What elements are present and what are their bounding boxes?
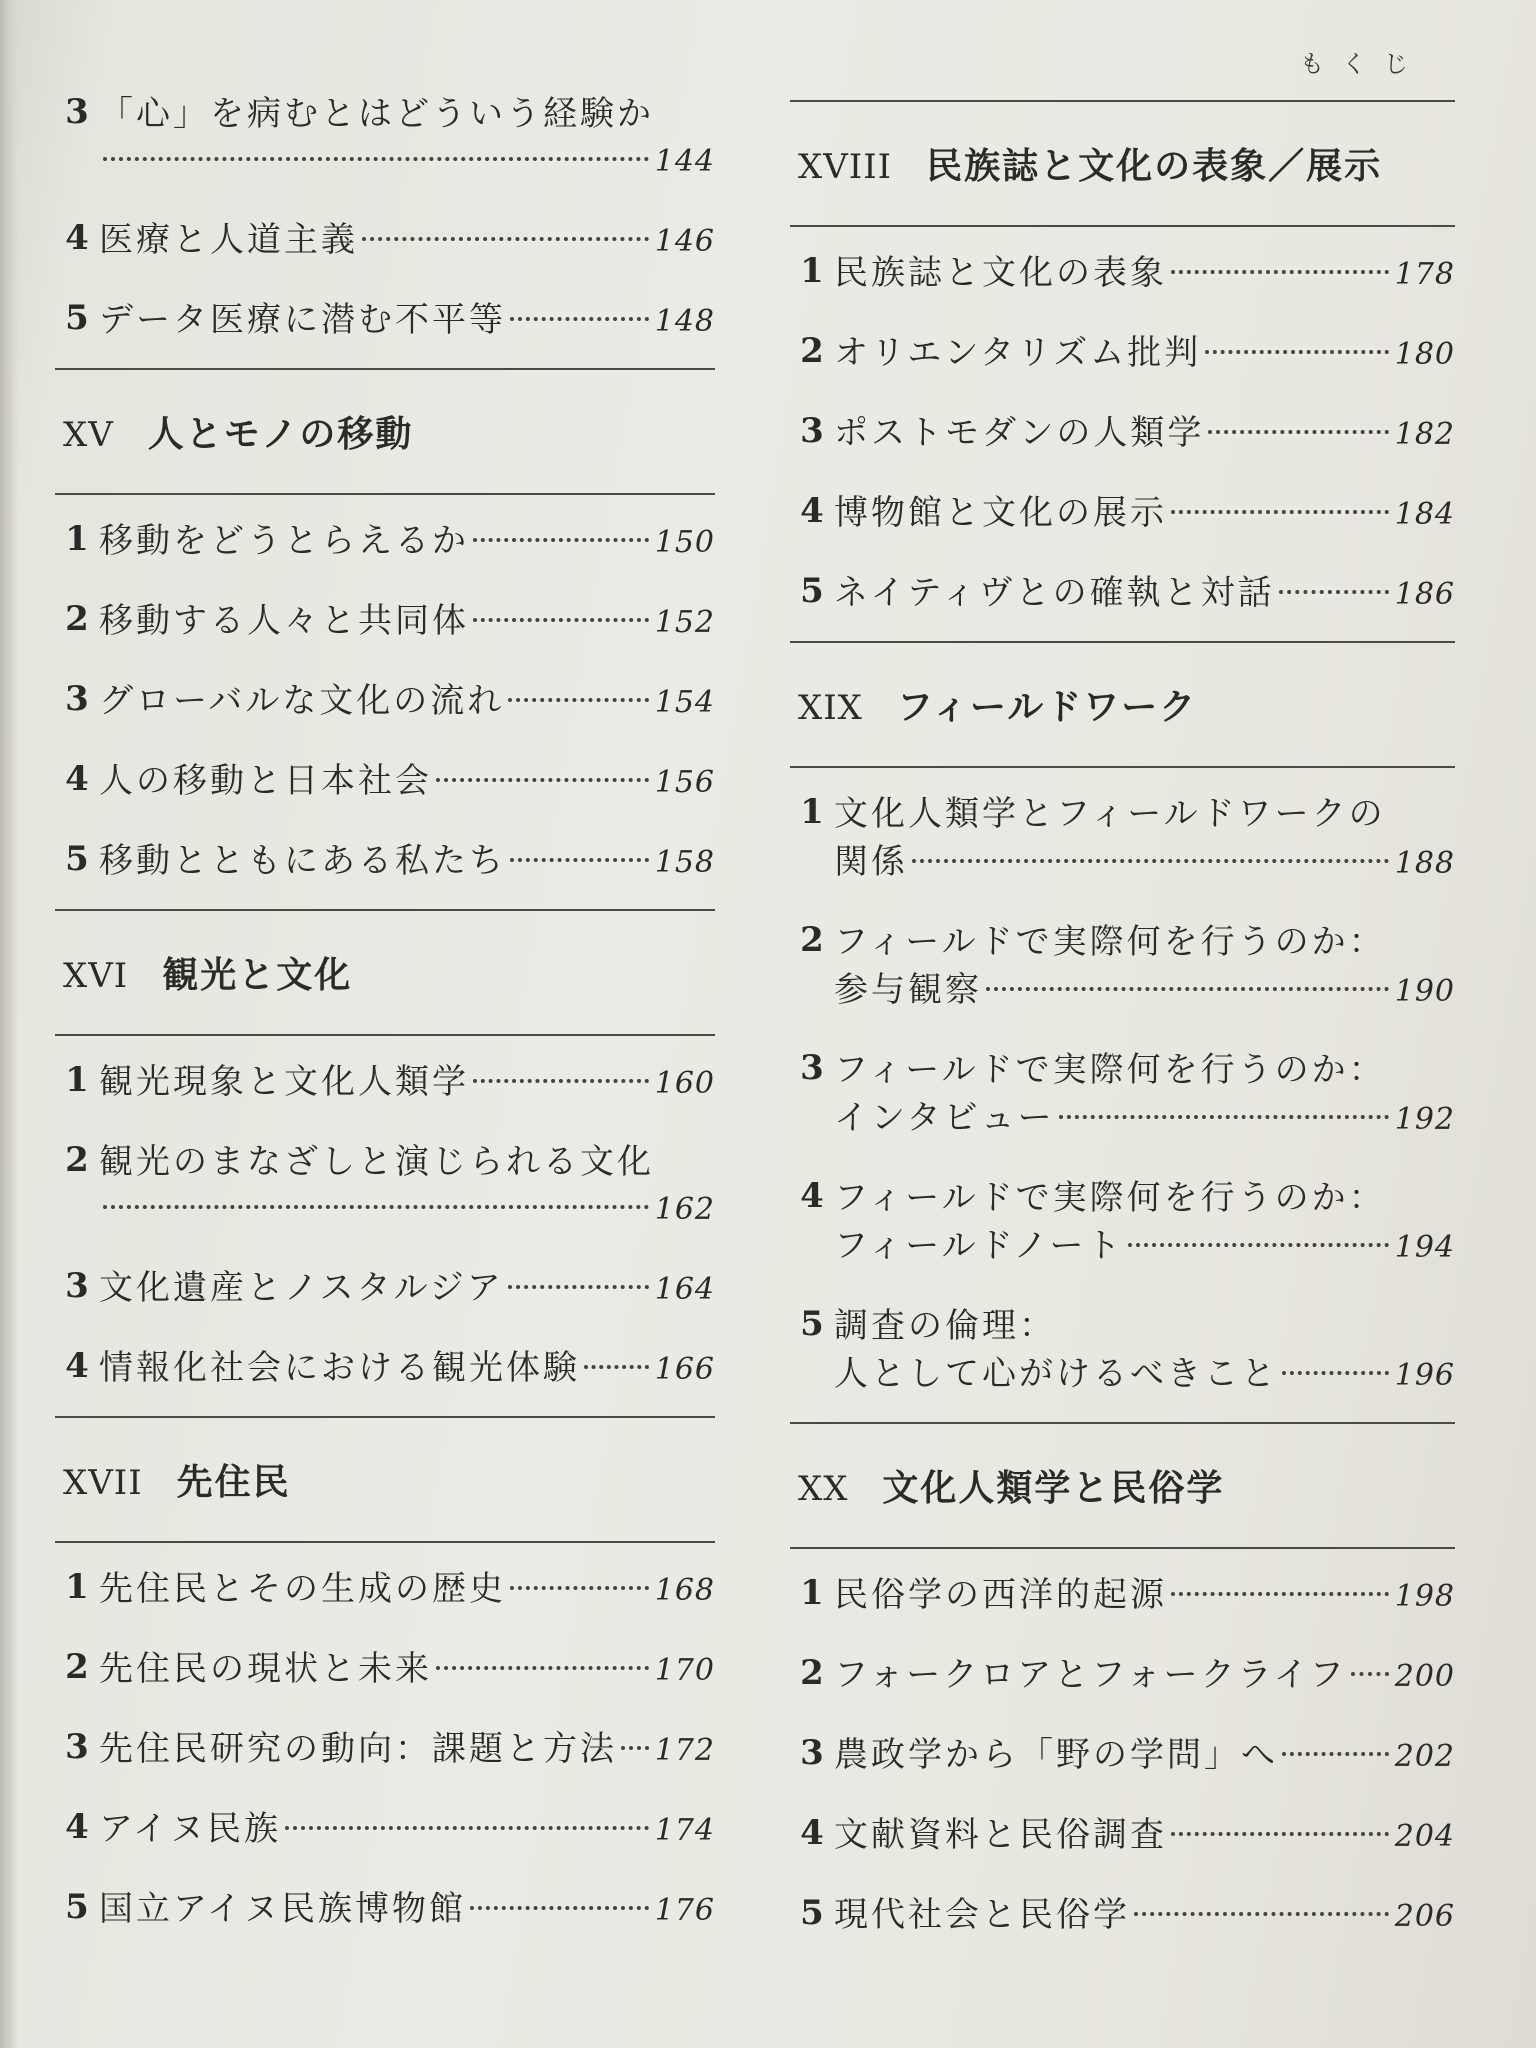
toc-entry[interactable] (55, 1058, 715, 1108)
part-heading[interactable] (55, 911, 715, 1034)
page-number: 184 (1394, 497, 1455, 532)
entry-title: データ医療に潜む不平等 (99, 300, 506, 340)
toc-entry[interactable] (790, 409, 1455, 459)
entry-title: ネイティヴとの確執と対話 (834, 573, 1275, 613)
entry-number: 3 (65, 92, 89, 132)
entry-title-line: 文化人類学とフィールドワークの (834, 794, 1386, 834)
part-numeral: XVII (63, 1463, 143, 1503)
dot-leader (1134, 1912, 1389, 1916)
dot-leader (1282, 1371, 1389, 1375)
entry-title: 民族誌と文化の表象 (834, 253, 1167, 293)
toc-entry[interactable] (55, 1344, 715, 1394)
entry-body (99, 517, 715, 567)
page-number: 152 (654, 605, 715, 640)
entry-leader-line (834, 249, 1455, 299)
entry-leader-line (834, 966, 1455, 1016)
toc-entry[interactable] (55, 1264, 715, 1314)
entry-number: 4 (65, 218, 89, 258)
entry-number: 1 (65, 1567, 89, 1607)
entry-number: 1 (65, 519, 89, 559)
toc-entry[interactable] (790, 249, 1455, 299)
dot-leader (986, 987, 1389, 991)
page-number: 206 (1394, 1899, 1455, 1934)
part-numeral: XVIII (798, 147, 893, 187)
entry-body (834, 249, 1455, 299)
toc-entry[interactable] (790, 1174, 1455, 1272)
entry-title: 先住民研究の動向：課題と方法 (99, 1729, 617, 1769)
entry-leader-line (834, 409, 1455, 459)
toc-entry[interactable] (55, 1885, 715, 1935)
entry-number: 2 (65, 1647, 89, 1687)
entry-list (790, 227, 1455, 641)
toc-entry[interactable] (790, 569, 1455, 619)
toc-entry[interactable] (55, 517, 715, 567)
page-number: 166 (654, 1352, 715, 1387)
entry-list (55, 1036, 715, 1416)
entry-leader-line (99, 216, 715, 266)
left-column (55, 90, 715, 1957)
page-number: 200 (1394, 1659, 1455, 1694)
entry-number: 5 (65, 839, 89, 879)
spine-edge (0, 0, 18, 2048)
page-number: 204 (1394, 1819, 1455, 1854)
toc-part (55, 368, 715, 909)
toc-entry[interactable] (790, 1731, 1455, 1781)
continued-entry-list (55, 90, 715, 368)
toc-entry[interactable] (55, 1565, 715, 1615)
toc-entry[interactable] (55, 677, 715, 727)
entry-body (834, 918, 1455, 1016)
part-numeral: XVI (63, 956, 129, 996)
entry-leader-line (834, 329, 1455, 379)
dot-leader (103, 1205, 649, 1209)
entry-number: 5 (800, 1893, 824, 1933)
toc-entry[interactable] (55, 597, 715, 647)
dot-leader (1279, 590, 1389, 594)
part-title: 人とモノの移動 (147, 414, 414, 455)
part-heading[interactable] (55, 1418, 715, 1541)
entry-leader-line (99, 1645, 715, 1695)
part-numeral: XV (63, 415, 114, 455)
entry-title: 移動する人々と共同体 (99, 601, 469, 641)
entry-leader-line (834, 569, 1455, 619)
entry-title-line: フィールドで実際何を行うのか： (834, 1178, 1386, 1218)
entry-title: 文献資料と民俗調査 (834, 1815, 1167, 1855)
entry-leader-line (834, 1731, 1455, 1781)
toc-entry[interactable] (790, 1046, 1455, 1144)
page-number: 144 (654, 144, 715, 179)
toc-entry[interactable] (55, 90, 715, 186)
entry-body (99, 1645, 715, 1695)
toc-entry[interactable] (790, 329, 1455, 379)
entry-number: 5 (800, 1304, 824, 1344)
entry-body (99, 1344, 715, 1394)
entry-title: 医療と人道主義 (99, 220, 358, 260)
entry-leader-line (99, 757, 715, 807)
page-number: 164 (654, 1272, 715, 1307)
entry-body (834, 1731, 1455, 1781)
page-number: 156 (654, 765, 715, 800)
toc-entry[interactable] (790, 790, 1455, 888)
entry-title: 農政学から「野の学問」へ (834, 1735, 1278, 1775)
entry-leader-line (99, 1565, 715, 1615)
toc-part (55, 1416, 715, 1957)
dot-leader (285, 1826, 649, 1830)
toc-entry[interactable] (55, 216, 715, 266)
entry-leader-line (99, 1805, 715, 1855)
page-number: 160 (654, 1066, 715, 1101)
entry-number: 2 (800, 1653, 824, 1693)
entry-body (834, 1302, 1455, 1400)
entry-body (99, 1805, 715, 1855)
toc-entry[interactable] (55, 1725, 715, 1775)
toc-entry[interactable] (790, 1811, 1455, 1861)
entry-title: ポストモダンの人類学 (834, 413, 1205, 453)
entry-leader-line (99, 597, 715, 647)
entry-leader-line (834, 1651, 1455, 1701)
entry-body (99, 90, 715, 186)
right-column (790, 100, 1455, 1963)
toc-entry[interactable] (790, 918, 1455, 1016)
entry-body (834, 1046, 1455, 1144)
entry-body (99, 296, 715, 346)
entry-leader-line (99, 296, 715, 346)
entry-title: フォークロアとフォークライフ (834, 1655, 1347, 1695)
entry-number: 1 (800, 251, 824, 291)
dot-leader (1171, 270, 1389, 274)
toc-entry[interactable] (55, 837, 715, 887)
entry-leader-line (834, 1094, 1455, 1144)
entry-title-line: 「心」を病むとはどういう経験か (99, 94, 654, 134)
entry-number: 4 (800, 1813, 824, 1853)
dot-leader (473, 618, 649, 622)
page-number: 180 (1394, 337, 1455, 372)
page-number: 148 (654, 304, 715, 339)
entry-leader-line (834, 838, 1455, 888)
entry-title: アイヌ民族 (99, 1809, 281, 1849)
page-number: 168 (654, 1573, 715, 1608)
entry-body (834, 1811, 1455, 1861)
entry-number: 1 (65, 1060, 89, 1100)
entry-number: 3 (65, 1266, 89, 1306)
entry-number: 3 (800, 1048, 824, 1088)
entry-body (99, 1264, 715, 1314)
part-heading[interactable] (790, 1424, 1455, 1547)
entry-leader-line (99, 1725, 715, 1775)
dot-leader (508, 1285, 649, 1289)
page-number: 146 (654, 224, 715, 259)
entry-number: 2 (65, 1140, 89, 1180)
entry-list (55, 495, 715, 909)
entry-number: 5 (65, 298, 89, 338)
dot-leader (473, 538, 649, 542)
entry-leader-line (834, 489, 1455, 539)
toc-part (55, 909, 715, 1416)
entry-body (834, 569, 1455, 619)
entry-body (99, 1058, 715, 1108)
entry-list (55, 1543, 715, 1957)
page-number: 196 (1394, 1358, 1455, 1393)
entry-title: 人として心がけるべきこと (834, 1354, 1278, 1394)
dot-leader (473, 1079, 649, 1083)
part-heading[interactable] (55, 370, 715, 493)
entry-title: 参与観察 (834, 970, 982, 1010)
page-number: 176 (654, 1893, 715, 1928)
entry-leader-line (99, 517, 715, 567)
toc-entry[interactable] (55, 757, 715, 807)
entry-title-line: 調査の倫理： (834, 1306, 1056, 1346)
page-number: 198 (1394, 1579, 1455, 1614)
toc-entry[interactable] (790, 489, 1455, 539)
part-numeral: XX (798, 1469, 849, 1509)
entry-title: 人の移動と日本社会 (99, 761, 432, 801)
part-heading[interactable] (790, 643, 1455, 766)
dot-leader (1171, 510, 1389, 514)
entry-body (99, 597, 715, 647)
entry-number: 3 (800, 1733, 824, 1773)
entry-body (99, 216, 715, 266)
dot-leader (1205, 350, 1388, 354)
entry-title: 移動とともにある私たち (99, 841, 506, 881)
entry-title: フィールドノート (834, 1226, 1124, 1266)
dot-leader (510, 317, 649, 321)
entry-leader-line (99, 1058, 715, 1108)
entry-number: 2 (65, 599, 89, 639)
entry-body (99, 1725, 715, 1775)
entry-title: 観光現象と文化人類学 (99, 1062, 469, 1102)
page-number: 162 (654, 1192, 715, 1227)
entry-number: 3 (65, 679, 89, 719)
entry-number: 3 (65, 1727, 89, 1767)
dot-leader (436, 778, 649, 782)
page-number: 154 (654, 685, 715, 720)
dot-leader (584, 1365, 649, 1369)
part-title: 先住民 (176, 1462, 291, 1503)
page-number: 178 (1394, 257, 1455, 292)
dot-leader (510, 858, 649, 862)
entry-number: 5 (800, 571, 824, 611)
entry-number: 2 (800, 331, 824, 371)
entry-title: グローバルな文化の流れ (99, 681, 505, 721)
entry-number: 1 (800, 792, 824, 832)
entry-leader-line (99, 1186, 715, 1234)
dot-leader (1282, 1752, 1389, 1756)
entry-number: 5 (65, 1887, 89, 1927)
entry-leader-line (834, 1811, 1455, 1861)
entry-title: 民俗学の西洋的起源 (834, 1575, 1167, 1615)
dot-leader (470, 1906, 649, 1910)
entry-leader-line (834, 1891, 1455, 1941)
entry-number: 3 (800, 411, 824, 451)
entry-number: 4 (65, 759, 89, 799)
dot-leader (1059, 1115, 1389, 1119)
entry-body (99, 677, 715, 727)
page-number: 174 (654, 1813, 715, 1848)
entry-leader-line (834, 1222, 1455, 1272)
toc-part (790, 641, 1455, 1422)
entry-title: 国立アイヌ民族博物館 (99, 1889, 466, 1929)
page-number: 194 (1394, 1230, 1455, 1265)
part-title: 文化人類学と民俗学 (882, 1468, 1225, 1509)
entry-leader-line (99, 1344, 715, 1394)
entry-leader-line (99, 1264, 715, 1314)
toc-part (790, 100, 1455, 641)
entry-title: 先住民とその生成の歴史 (99, 1569, 506, 1609)
dot-leader (1171, 1832, 1389, 1836)
entry-title: 関係 (834, 842, 908, 882)
dot-leader (103, 157, 649, 161)
entry-body (834, 790, 1455, 888)
toc-entry[interactable] (790, 1571, 1455, 1621)
toc-part (790, 1422, 1455, 1963)
entry-title-line: 観光のまなざしと演じられる文化 (99, 1142, 654, 1182)
entry-body (834, 1571, 1455, 1621)
part-title: 観光と文化 (162, 955, 353, 996)
entry-body (99, 837, 715, 887)
entry-title: 先住民の現状と未来 (99, 1649, 432, 1689)
entry-list (790, 1549, 1455, 1963)
part-title: フィールドワーク (896, 687, 1198, 728)
dot-leader (436, 1666, 649, 1670)
entry-leader-line (99, 677, 715, 727)
entry-title: インタビュー (834, 1098, 1055, 1138)
entry-body (99, 757, 715, 807)
entry-leader-line (99, 1885, 715, 1935)
dot-leader (362, 237, 649, 241)
toc-entry[interactable] (55, 1645, 715, 1695)
part-title: 民族誌と文化の表象／展示 (926, 146, 1383, 187)
entry-number: 4 (65, 1346, 89, 1386)
dot-leader (1128, 1243, 1389, 1247)
entry-title: オリエンタリズム批判 (834, 333, 1202, 373)
running-head: もくじ (1300, 50, 1426, 78)
entry-body (99, 1565, 715, 1615)
entry-body (834, 1174, 1455, 1272)
entry-body (99, 1885, 715, 1935)
entry-title-line: フィールドで実際何を行うのか： (834, 1050, 1386, 1090)
entry-body (834, 329, 1455, 379)
entry-body (99, 1138, 715, 1234)
page-number: 186 (1394, 577, 1455, 612)
entry-number: 2 (800, 920, 824, 960)
entry-body (834, 1651, 1455, 1701)
entry-title-line: フィールドで実際何を行うのか： (834, 922, 1386, 962)
entry-leader-line (834, 1350, 1455, 1400)
entry-body (834, 409, 1455, 459)
entry-body (834, 489, 1455, 539)
dot-leader (1351, 1672, 1389, 1676)
toc-entry[interactable] (790, 1891, 1455, 1941)
entry-title: 情報化社会における観光体験 (99, 1348, 580, 1388)
dot-leader (1171, 1592, 1389, 1596)
entry-number: 4 (800, 1176, 824, 1216)
entry-body (834, 1891, 1455, 1941)
toc-entry[interactable] (55, 1138, 715, 1234)
entry-leader-line (834, 1571, 1455, 1621)
entry-leader-line (99, 837, 715, 887)
entry-leader-line (99, 138, 715, 186)
part-numeral: XIX (798, 688, 863, 728)
dot-leader (508, 698, 648, 702)
entry-number: 1 (800, 1573, 824, 1613)
toc-entry[interactable] (790, 1302, 1455, 1400)
dot-leader (1208, 430, 1388, 434)
page-number: 202 (1394, 1739, 1455, 1774)
entry-title: 博物館と文化の展示 (834, 493, 1167, 533)
page-number: 190 (1394, 974, 1455, 1009)
page-number: 170 (654, 1653, 715, 1688)
part-heading[interactable] (790, 102, 1455, 225)
page-number: 158 (654, 845, 715, 880)
entry-title: 文化遺産とノスタルジア (99, 1268, 504, 1308)
entry-title: 移動をどうとらえるか (99, 521, 469, 561)
page-number: 150 (654, 525, 715, 560)
dot-leader (621, 1746, 649, 1750)
toc-entry[interactable] (55, 1805, 715, 1855)
page-number: 182 (1394, 417, 1455, 452)
entry-number: 4 (65, 1807, 89, 1847)
page-number: 188 (1394, 846, 1455, 881)
toc-entry[interactable] (790, 1651, 1455, 1701)
page-number: 192 (1394, 1102, 1455, 1137)
dot-leader (912, 859, 1389, 863)
entry-title: 現代社会と民俗学 (834, 1895, 1130, 1935)
toc-entry[interactable] (55, 296, 715, 346)
entry-list (790, 768, 1455, 1422)
page-number: 172 (654, 1733, 715, 1768)
entry-number: 4 (800, 491, 824, 531)
dot-leader (510, 1586, 649, 1590)
